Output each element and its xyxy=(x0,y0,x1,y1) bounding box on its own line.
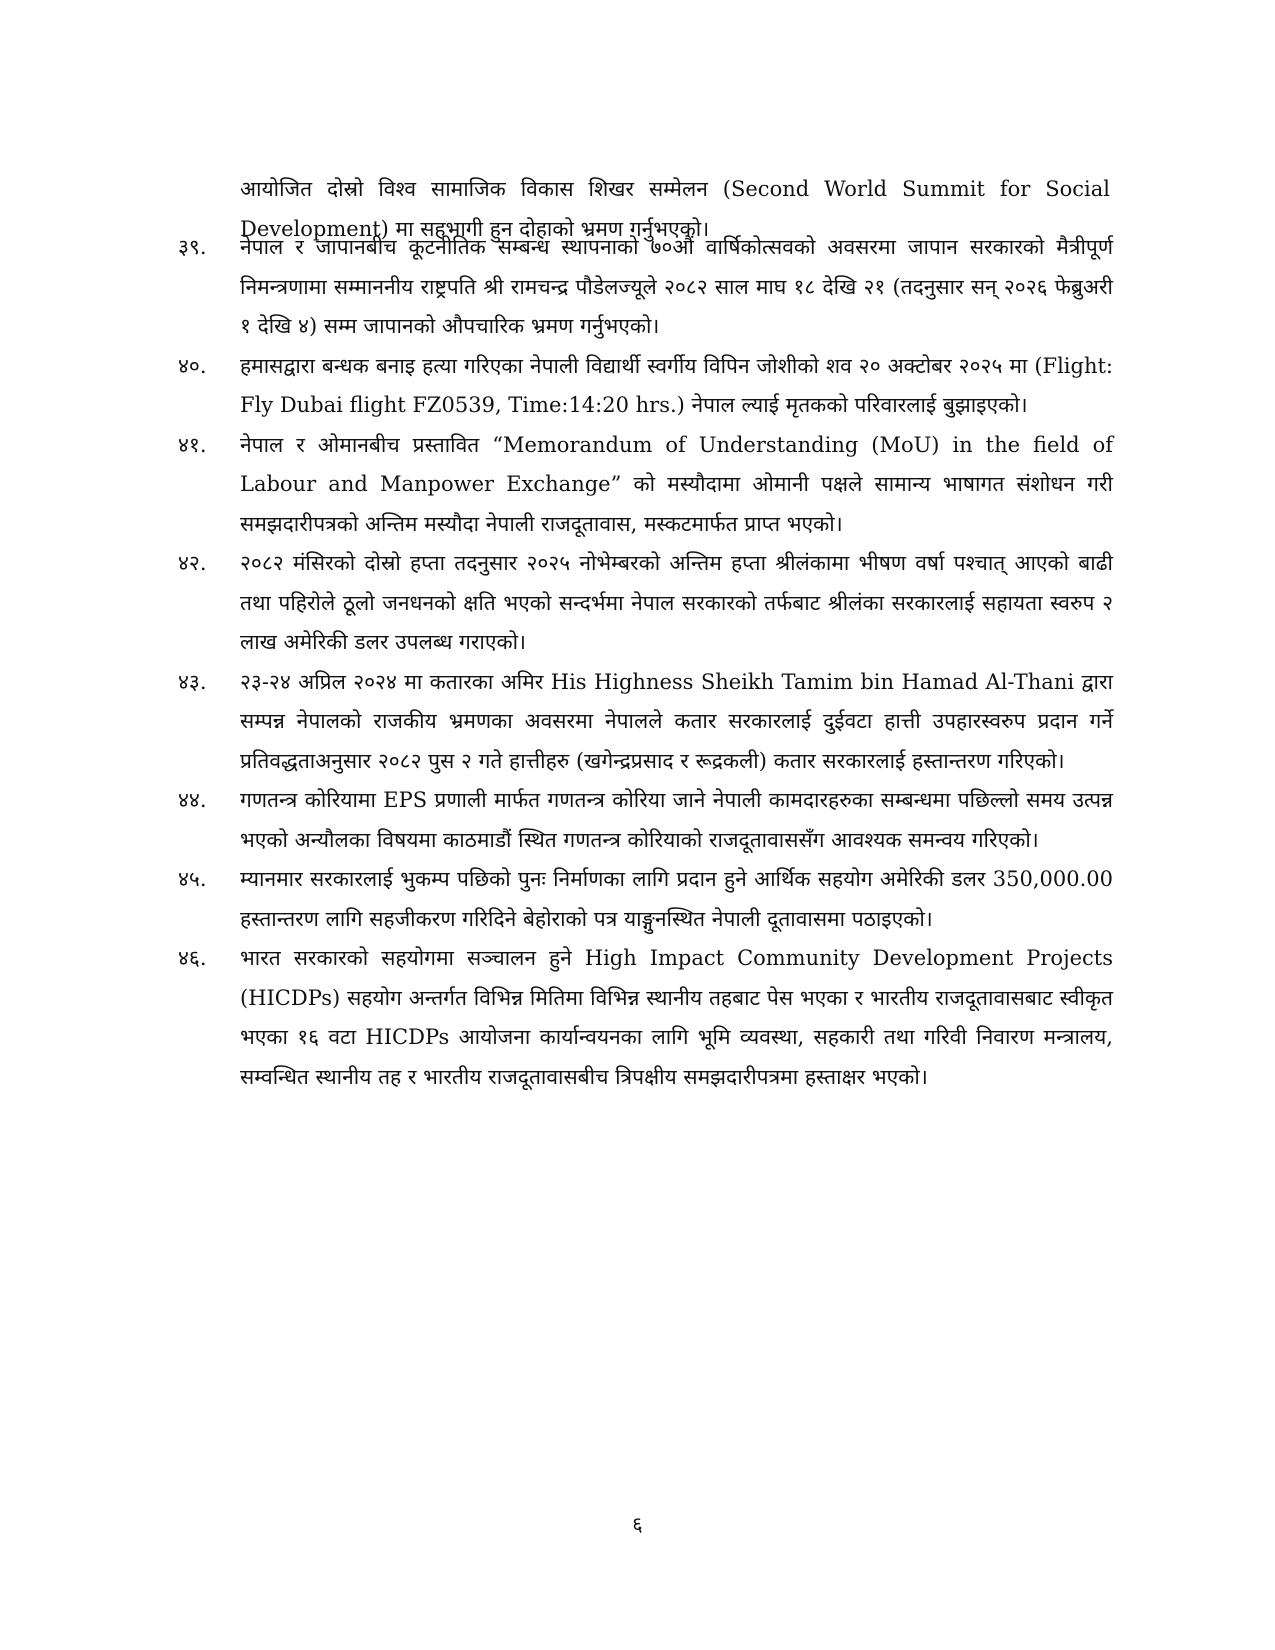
item-number: ४२. xyxy=(178,551,207,575)
item-text: भारत सरकारको सहयोगमा सञ्चालन हुने High Impact Community Development Projects (HICDPs) सहयोग अन्तर्गत विभिन्न मितिमा विभिन्न स्थानीय तहबाट पेस भएका र भारतीय राजदूतावासबाट स्वीकृत भएका १६ वटा HICDPs आयोजना कार्यान्वयनका लागि भूमि व्यवस्था, सहकारी तथा गरिवी निवारण मन्त्रालय, सम्वन्धित स्थानीय तह र भारतीय राजदूतावासबीच त्रिपक्षीय समझदारीपत्रमा हस्ताक्षर भएको। xyxy=(240,946,1113,1089)
numbered-list xyxy=(178,228,1113,1097)
item-text: २०८२ मंसिरको दोस्रो हप्ता तदनुसार २०२५ नोभेम्बरको अन्तिम हप्ता श्रीलंकामा भीषण वर्षा पश्चात् आएको बाढी तथा पहिरोले ठूलो जनधनको क्षति भएको सन्दर्भमा नेपाल सरकारको तर्फबाट श्रीलंका सरकारलाई सहायता स्वरुप २ लाख अमेरिकी डलर उपलब्ध गराएको। xyxy=(240,551,1113,654)
item-text: हमासद्वारा बन्धक बनाइ हत्या गरिएका नेपाली विद्यार्थी स्वर्गीय विपिन जोशीको शव २० अक्टोबर २०२५ मा (Flight: Fly Dubai flight FZ0539, Time:14:20 hrs.) नेपाल ल्याई मृतकको परिवारलाई बुझाइएको। xyxy=(240,353,1113,417)
item-text: नेपाल र ओमानबीच प्रस्तावित “Memorandum of Understanding (MoU) in the field of Labour and Manpower Exchange” को मस्यौदामा ओमानी पक्षले सामान्य भाषागत संशोधन गरी समझदारीपत्रको अन्तिम मस्यौदा नेपाली राजदूतावास, मस्कटमार्फत प्राप्त भएको। xyxy=(240,432,1113,536)
list-item xyxy=(178,426,1113,545)
list-item xyxy=(178,544,1113,663)
item-text: नेपाल र जापानबीच कूटनीतिक सम्बन्ध स्थापनाको ७०औं वार्षिकोत्सवको अवसरमा जापान सरकारको मैत्रीपूर्ण निमन्त्रणामा सम्माननीय राष्ट्रपति श्री रामचन्द्र पौडेलज्यूले २०८२ साल माघ १८ देखि २१ (तदनुसार सन् २०२६ फेब्रुअरी १ देखि ४) सम्म जापानको औपचारिक भ्रमण गर्नुभएको। xyxy=(240,235,1113,338)
list-item xyxy=(178,228,1113,347)
item-number: ४५. xyxy=(178,867,207,891)
item-number: ४४. xyxy=(178,788,207,812)
continuation-paragraph: आयोजित दोस्रो विश्व सामाजिक विकास शिखर सम्मेलन (Second World Summit for Social Development) मा सहभागी हुन दोहाको भ्रमण गर्नुभएको। xyxy=(240,177,1110,241)
item-number: ४१. xyxy=(178,432,207,457)
list-item xyxy=(178,781,1113,860)
item-text: म्यानमार सरकारलाई भुकम्प पछिको पुनः निर्माणका लागि प्रदान हुने आर्थिक सहयोग अमेरिकी डलर 350,000.00 हस्तान्तरण लागि सहजीकरण गरिदिने बेहोराको पत्र याङ्गुनस्थित नेपाली दूतावासमा पठाइएको। xyxy=(240,867,1113,931)
item-text: गणतन्त्र कोरियामा EPS प्रणाली मार्फत गणतन्त्र कोरिया जाने नेपाली कामदारहरुका सम्बन्धमा पछिल्लो समय उत्पन्न भएको अन्यौलका विषयमा काठमाडौं स्थित गणतन्त्र कोरियाको राजदूतावाससँग आवश्यक समन्वय गरिएको। xyxy=(240,788,1113,852)
item-number: ३९. xyxy=(178,235,207,259)
list-item xyxy=(178,860,1113,939)
list-item xyxy=(178,347,1113,426)
item-number: ४६. xyxy=(178,946,207,970)
item-number: ४३. xyxy=(178,669,207,694)
item-text: २३-२४ अप्रिल २०२४ मा कतारका अमिर His Highness Sheikh Tamim bin Hamad Al-Thani द्वारा सम्पन्न नेपालको राजकीय भ्रमणका अवसरमा नेपालले कतार सरकारलाई दुईवटा हात्ती उपहारस्वरुप प्रदान गर्ने प्रतिवद्धताअनुसार २०८२ पुस २ गते हात्तीहरु (खगेन्द्रप्रसाद र रूद्रकली) कतार सरकारलाई हस्तान्तरण गरिएको। xyxy=(240,669,1113,773)
page-number: ६ xyxy=(632,1512,643,1536)
list-item xyxy=(178,939,1113,1097)
item-number: ४०. xyxy=(178,353,207,378)
list-item xyxy=(178,663,1113,782)
